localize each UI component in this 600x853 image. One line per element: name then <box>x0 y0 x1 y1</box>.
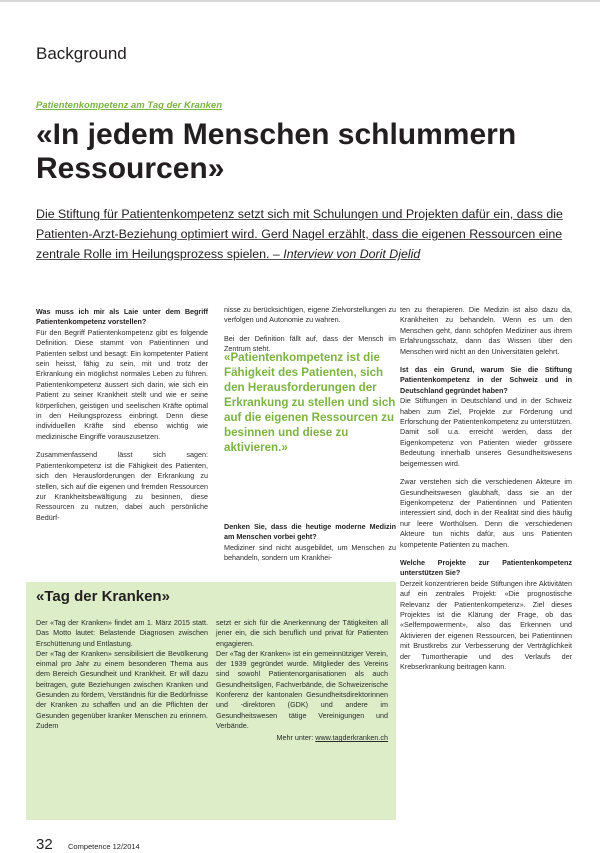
more-label: Mehr unter: <box>276 733 314 743</box>
answer-paragraph: Für den Begriff Patientenkompetenz gibt es folgende Definition. Diese stammt von Patientinnen und Patienten selbst und besagt: Ein kompetenter Patient sein heisst, fähig zu sein, mit und trotz der Erkrankung ein möglichst normales Leben zu führen. Patientenkompetenz äussert sich darin, wie sich ein Patient zu seiner Krankheit stellt und wie er seine körperlichen, geistigen und seelischen Kräfte optimal in den Heilungsprozess einbringt. Denn diese individuellen Kräfte sind ebenso wichtig wie medizinische Eingriffe vorauszusetzen. <box>36 327 208 441</box>
article-title: «In jedem Menschen schlummern Ressourcen» <box>36 118 517 185</box>
question: Was muss ich mir als Laie unter dem Begriff Patientenkompetenz vorstellen? <box>36 307 208 327</box>
magazine-issue: Competence 12/2014 <box>68 842 140 851</box>
question: Ist das ein Grund, warum Sie die Stiftung Patientenkompetenz in der Schweiz und in Deutschland gegründet haben? <box>400 365 572 395</box>
info-box <box>26 582 396 820</box>
info-box-left-text: Der «Tag der Kranken» findet am 1. März 2015 statt. Das Motto lautet: Belastende Diagnosen zwischen Erschütterung und Entlastung. Der «Tag der Kranken» sensibilisiert die Bevölkerung einmal pro Jahr zu einem besonderen Thema aus dem Bereich Gesundheit und Krankheit. Er will dazu beitragen, gute Beziehungen zwischen Kranken und Gesunden zu fördern, Verständnis für die Bedürfnisse der Kranken zu schaffen und an die Pflichten der Gesunden gegenüber kranker Menschen zu erinnern. Zudem <box>36 618 208 730</box>
answer-paragraph: Bei der Definition fällt auf, dass der Mensch im Zentrum steht. <box>224 333 396 354</box>
question: Denken Sie, dass die heutige moderne Medizin am Menschen vorbei geht? <box>224 522 396 542</box>
page-number: 32 <box>36 836 53 853</box>
website-link[interactable]: www.tagderkranken.ch <box>315 733 388 743</box>
pull-quote: «Patientenkompetenz ist die Fähigkeit des Patienten, sich den Herausforderungen der Erkrankung zu stellen und sich auf die eigenen Ressourcen zu besinnen und diese zu aktivieren.» <box>224 351 396 454</box>
info-box-right-text: setzt er sich für die Anerkennung der Tätigkeiten all jener ein, die sich beruflich und privat für Patienten engagieren. Der «Tag der Kranken» ist ein gemeinnütziger Verein, der 1939 gegründet wurde. Mitglieder des Vereins sind sowohl Patientenorganisationen als auch Gesundheitsligen, Fachverbände, die Schweizerische Konferenz der kantonalen Gesundheitsdirektorinnen und -direktoren (GDK) und andere im Gesundheitswesen tätige Vereinigungen und Verbände. <box>216 618 388 730</box>
byline: Interview von Dorit Djelid <box>283 247 421 261</box>
column-2-lower <box>224 520 396 564</box>
info-box-right-column <box>216 618 388 744</box>
scan-edge <box>0 0 600 2</box>
column-2 <box>224 305 396 355</box>
lead-text: Die Stiftung für Patientenkompetenz setzt sich mit Schulungen und Projekten dafür ein, dass die Patienten-Arzt-Beziehung optimiert wird. Gerd Nagel erzählt, dass die eigenen Ressourcen eine zentrale Rolle im Heilungsprozess spielen. – <box>36 207 563 261</box>
column-3 <box>400 305 572 672</box>
answer-paragraph: Zwar verstehen sich die verschiedenen Akteure im Gesundheitswesen glaubhaft, dass sie an der Eigenkompetenz der Patientinnen und Patienten interessiert sind, doch in der Realität sind dies häufig nur leere Worthülsen. Denn die verschiedenen Akteure tun nichts dafür, aus uns Patienten kompetente Patienten zu machen. <box>400 477 572 549</box>
answer-paragraph: Zusammenfassend lässt sich sagen: Patientenkompetenz ist die Fähigkeit des Patienten, sich den Herausforderungen der Erkrankung zu stellen, sich auf die eigenen und fremden Ressourcen zur Krankheitsbewältigung zu besinnen, diese Ressourcen zu nutzen, dabei auch persönliche Bedürf- <box>36 450 208 522</box>
answer-paragraph: ten zu therapieren. Die Medizin ist also dazu da, Krankheiten zu behandeln. Wenn es um den Menschen geht, dann schöpfen Mediziner aus ihrem Erfahrungsschatz, dann das Wissen über den Menschen wird nicht an den Universitäten gelehrt. <box>400 305 572 356</box>
section-label: Background <box>36 44 127 63</box>
question: Welche Projekte zur Patientenkompetenz unterstützen Sie? <box>400 557 572 578</box>
info-box-more <box>216 733 388 743</box>
answer-paragraph: nisse zu berücksichtigen, eigene Zielvorstellungen zu verfolgen und Autonomie zu wahren. <box>224 305 396 325</box>
kicker: Patientenkompetenz am Tag der Kranken <box>36 100 223 111</box>
answer-paragraph: Mediziner sind nicht ausgebildet, um Menschen zu behandeln, sondern um Krankhei- <box>224 542 396 563</box>
column-1 <box>36 305 208 523</box>
lead-paragraph <box>36 204 572 264</box>
info-box-title: «Tag der Kranken» <box>36 588 170 605</box>
answer-paragraph: Die Stiftungen in Deutschland und in der Schweiz haben zum Ziel, Projekte zur Förderung und Erforschung der Patientenkompetenz zu unterstützen. Damit soll u.a. erreicht werden, dass der Eigenkompetenz von Patienten wieder grössere Bedeutung innerhalb unseres Gesundheitswesens beigemessen wird. <box>400 396 572 468</box>
answer-paragraph: Derzeit konzentrieren beide Stiftungen ihre Aktivitäten auf ein zentrales Projekt: «Die prognostische Relevanz der Patientenkompetenz». Ziel dieses Projektes ist die Klärung der Frage, ob das «Selfempowerment», also das Erkennen und Aktivieren der eigenen Ressourcen, bei Patientinnen mit Brustkrebs zur Verbesserung der Verträglichkeit der Tumortherapie und des Verlaufs der Krebserkrankung beitragen kann. <box>400 578 572 671</box>
